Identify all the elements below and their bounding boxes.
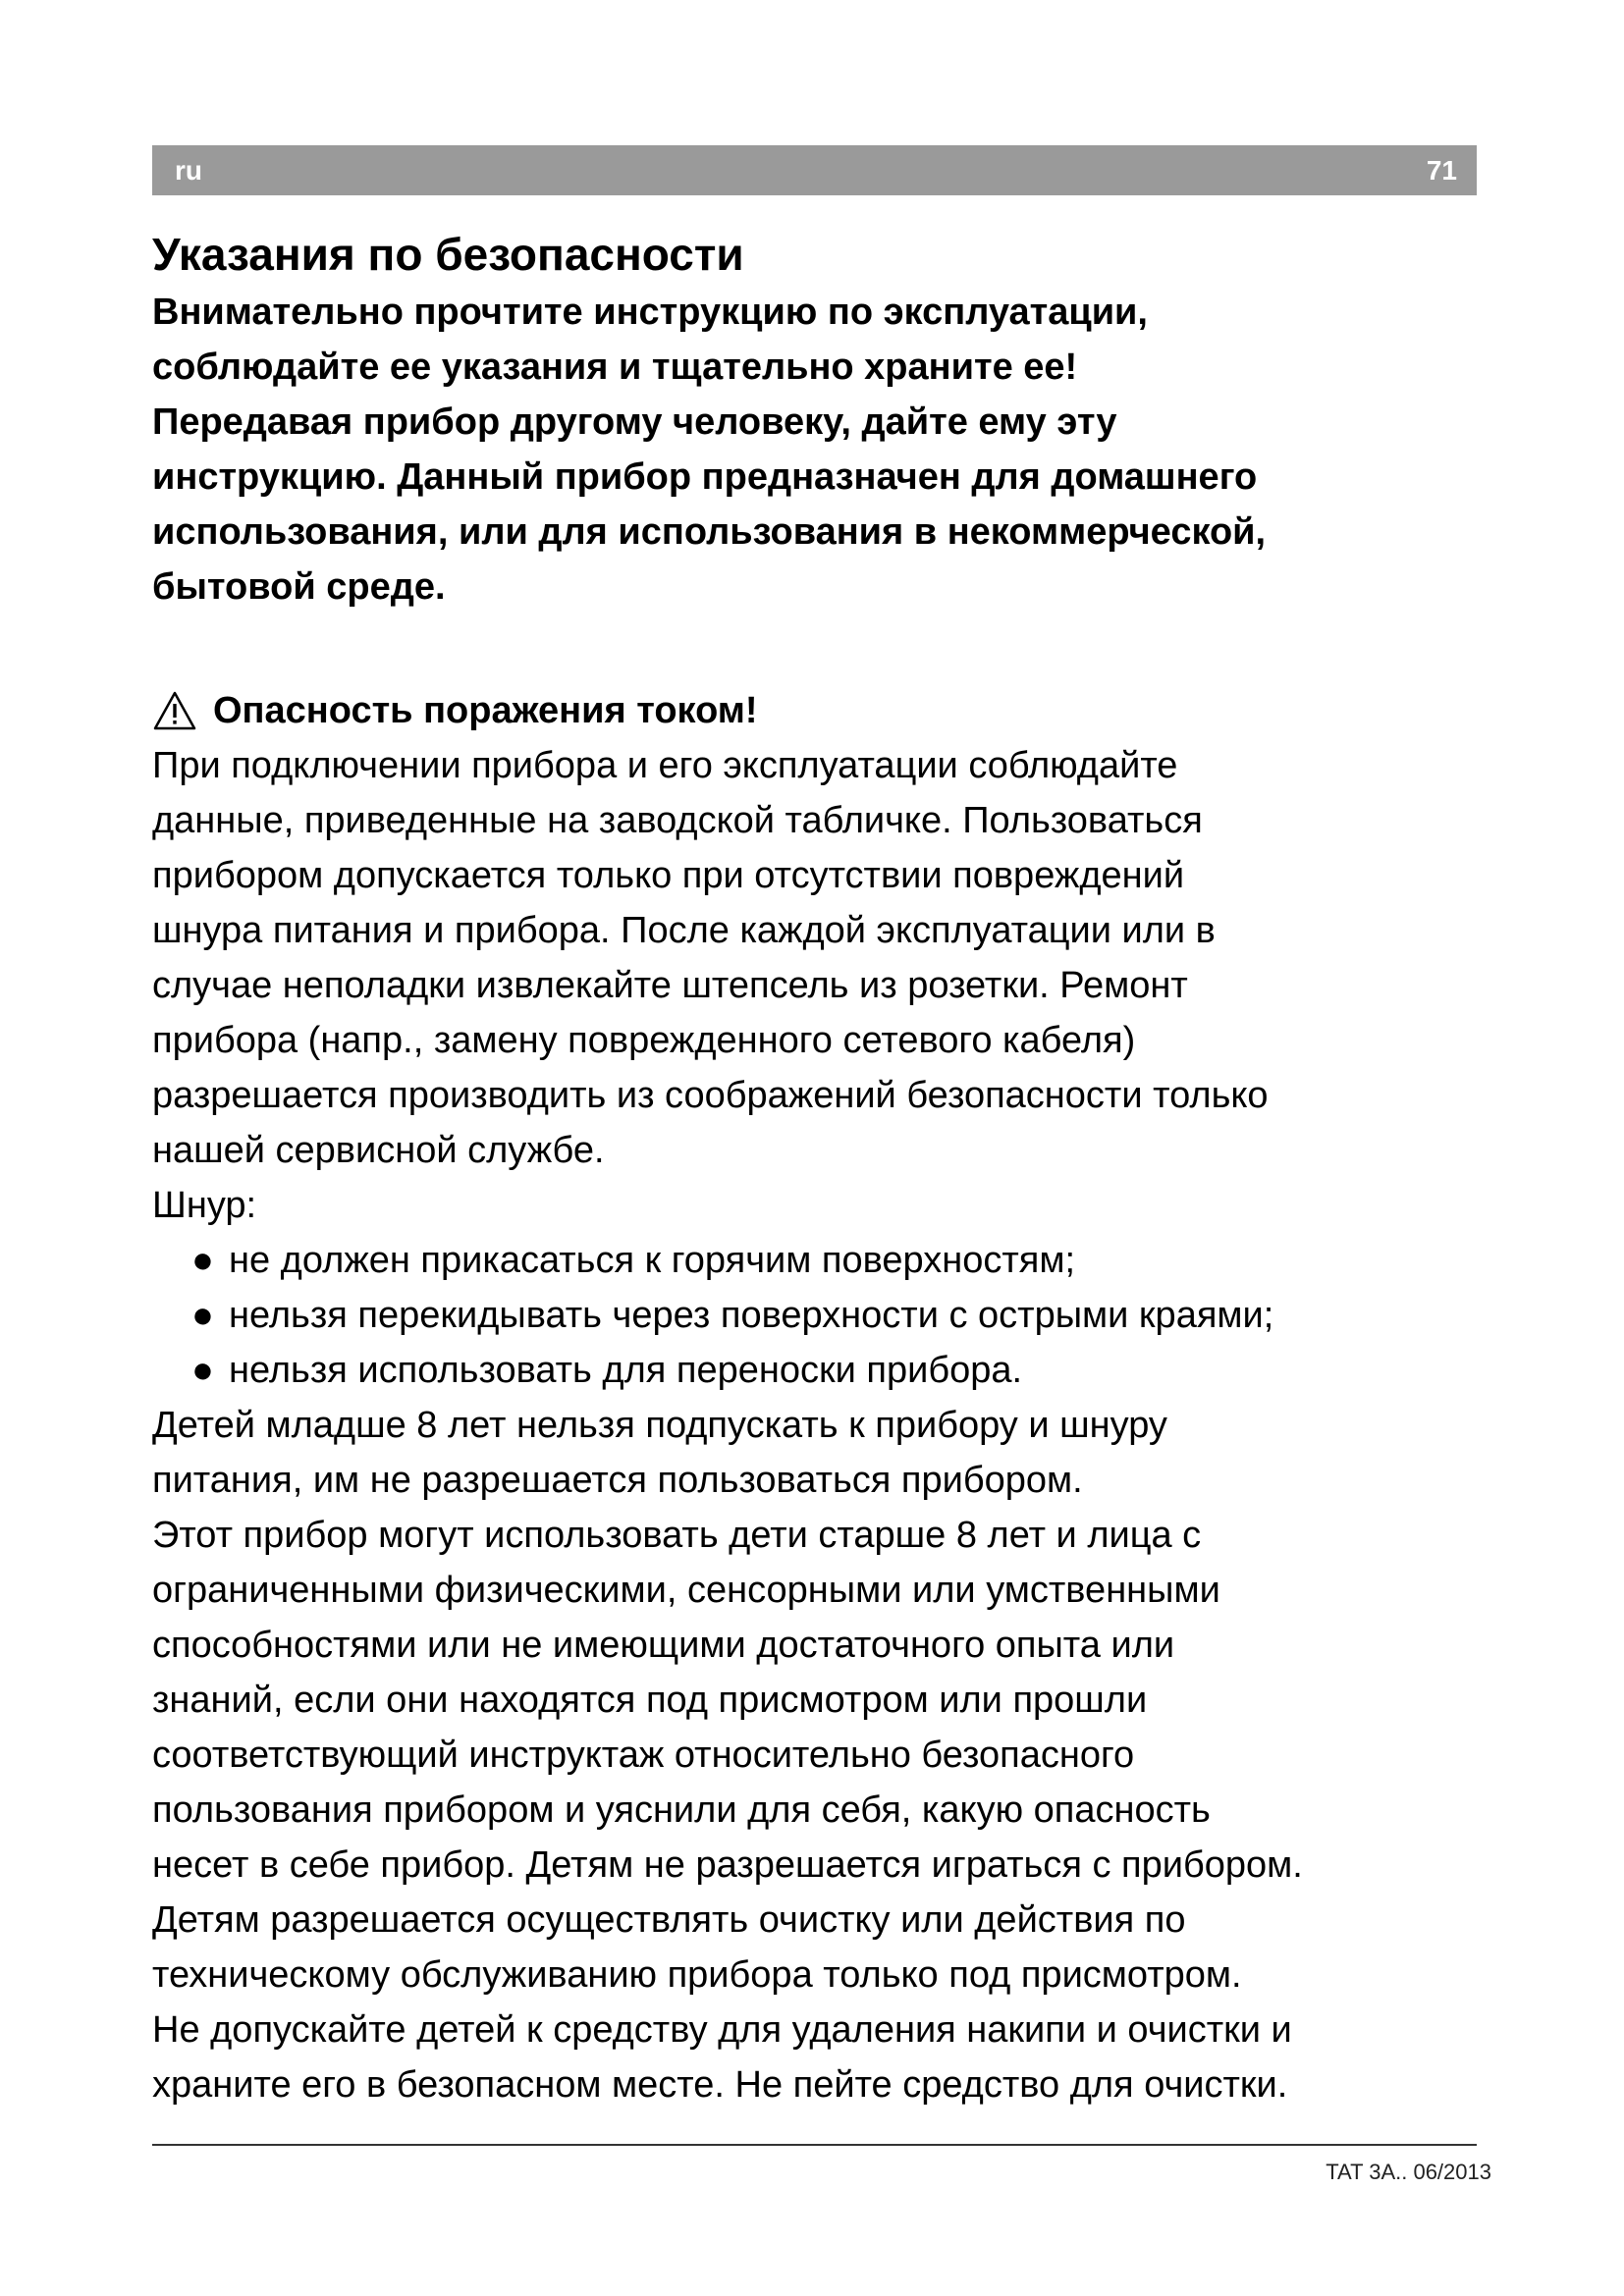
header-bar bbox=[152, 145, 1477, 195]
children-safety-paragraph bbox=[152, 1398, 1527, 2112]
intro-paragraph bbox=[152, 285, 1527, 614]
bullet-icon: ● bbox=[191, 1350, 214, 1391]
cord-label: Шнур: bbox=[152, 1185, 257, 1226]
section-heading-text: Опасность поражения током! bbox=[213, 690, 758, 731]
body-line: прибором допускается только при отсутствии повреждений bbox=[152, 855, 1185, 896]
body-line: случае неполадки извлекайте штепсель из розетки. Ремонт bbox=[152, 965, 1188, 1006]
list-item bbox=[191, 1343, 1527, 1398]
list-item-text: не должен прикасаться к горячим поверхностям; bbox=[229, 1240, 1076, 1281]
body-line: данные, приведенные на заводской табличке. Пользоваться bbox=[152, 800, 1203, 841]
bullet-icon: ● bbox=[191, 1240, 214, 1281]
body-line: шнура питания и прибора. После каждой эксплуатации или в bbox=[152, 910, 1216, 951]
language-code: ru bbox=[175, 154, 202, 186]
section-heading bbox=[152, 683, 1527, 738]
bullet-icon: ● bbox=[191, 1295, 214, 1336]
body-line: нашей сервисной службе. bbox=[152, 1130, 605, 1171]
body-line: разрешается производить из соображений безопасности только bbox=[152, 1075, 1269, 1116]
warning-triangle-icon bbox=[152, 690, 197, 731]
intro-line: Внимательно прочтите инструкцию по эксплуатации, bbox=[152, 292, 1148, 333]
intro-line: инструкцию. Данный прибор предназначен для домашнего bbox=[152, 456, 1258, 498]
intro-line: соблюдайте ее указания и тщательно храните ее! bbox=[152, 347, 1078, 388]
list-item bbox=[191, 1288, 1527, 1343]
intro-line: бытовой среде. bbox=[152, 566, 446, 608]
list-item-text: нельзя использовать для переноски прибора. bbox=[229, 1350, 1023, 1391]
page-number: 71 bbox=[1426, 154, 1457, 186]
electric-warning-paragraph bbox=[152, 738, 1527, 1233]
body-line: Не допускайте детей к средству для удаления накипи и очистки и bbox=[152, 2009, 1292, 2051]
list-item bbox=[191, 1233, 1527, 1288]
body-line: Этот прибор могут использовать дети старше 8 лет и лица с bbox=[152, 1515, 1202, 1556]
body-line: При подключении прибора и его эксплуатации соблюдайте bbox=[152, 745, 1178, 786]
body-line: пользования прибором и уяснили для себя, какую опасность bbox=[152, 1789, 1211, 1831]
body-line: соответствующий инструктаж относительно безопасного bbox=[152, 1735, 1135, 1776]
body-line: несет в себе прибор. Детям не разрешается играться с прибором. bbox=[152, 1844, 1303, 1886]
body-line: прибора (напр., замену поврежденного сетевого кабеля) bbox=[152, 1020, 1136, 1061]
page-title: Указания по безопасности bbox=[152, 229, 744, 280]
body-line: храните его в безопасном месте. Не пейте средство для очистки. bbox=[152, 2064, 1288, 2106]
body-line: способностями или не имеющими достаточного опыта или bbox=[152, 1625, 1175, 1666]
intro-line: Передавая прибор другому человеку, дайте ему эту bbox=[152, 401, 1117, 443]
body-line: Детям разрешается осуществлять очистку или действия по bbox=[152, 1899, 1186, 1941]
body-line: питания, им не разрешается пользоваться прибором. bbox=[152, 1460, 1083, 1501]
list-item-text: нельзя перекидывать через поверхности с острыми краями; bbox=[229, 1295, 1274, 1336]
intro-line: использования, или для использования в некоммерческой, bbox=[152, 511, 1267, 553]
footer-divider bbox=[152, 2144, 1477, 2146]
body-line: техническому обслуживанию прибора только под присмотром. bbox=[152, 1954, 1242, 1996]
page-content bbox=[152, 224, 1527, 2112]
body-line: ограниченными физическими, сенсорными или умственными bbox=[152, 1570, 1220, 1611]
body-line: знаний, если они находятся под присмотром или прошли bbox=[152, 1680, 1148, 1721]
body-line: Детей младше 8 лет нельзя подпускать к прибору и шнуру bbox=[152, 1405, 1167, 1446]
cord-bullet-list bbox=[152, 1233, 1527, 1398]
footer-document-code: TAT 3A.. 06/2013 bbox=[1326, 2160, 1491, 2184]
